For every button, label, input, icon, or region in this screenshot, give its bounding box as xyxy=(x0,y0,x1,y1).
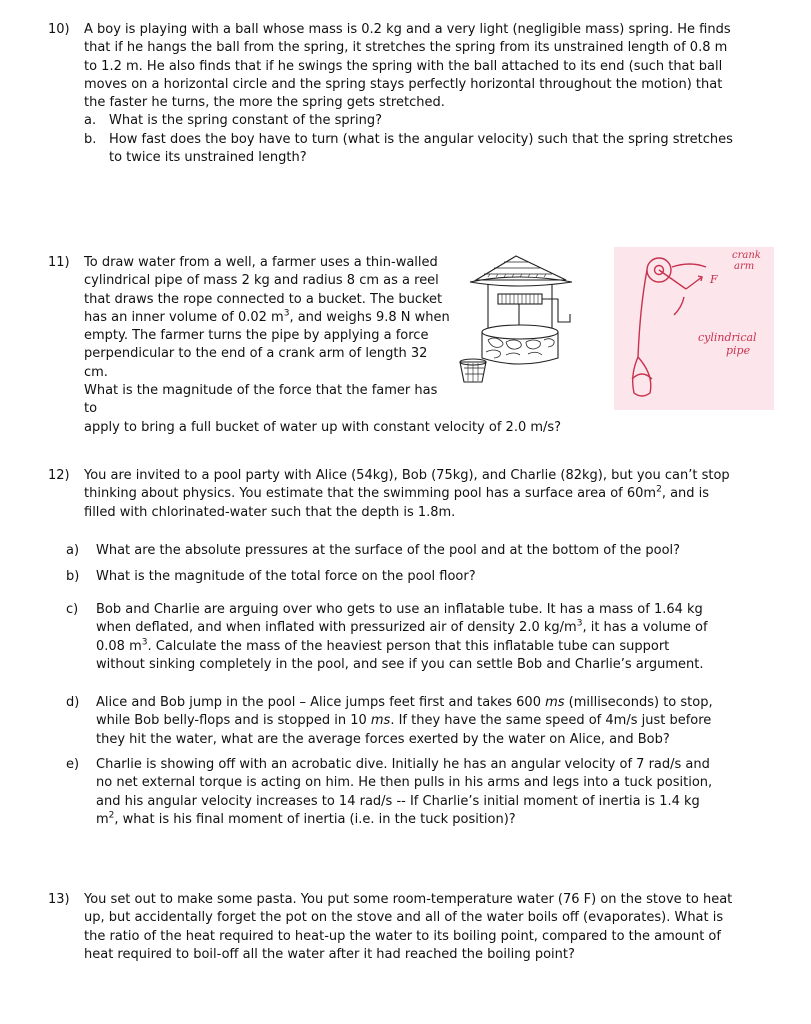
text-segment: You are invited to a pool party with Alice (54kg), Bob (75kg), and Charlie (82kg), but you can’t stop thinking about physics. You estimate that the swimming pool has a surface area of 60m xyxy=(84,468,730,502)
text-segment: (milliseconds) to stop, while Bob belly-flops and is stopped in 10 xyxy=(96,695,713,729)
arm-label: arm xyxy=(734,261,755,272)
unit-ms: ms xyxy=(545,695,565,710)
part-text: What is the spring constant of the spring? xyxy=(109,113,383,129)
question-number: 10) xyxy=(48,22,70,37)
question-number: 13) xyxy=(48,892,70,907)
part-text xyxy=(96,756,716,829)
crank-sketch xyxy=(614,247,774,410)
question-part xyxy=(0,131,749,168)
superscript: 2 xyxy=(656,484,662,495)
question-text xyxy=(84,467,744,522)
force-label: F xyxy=(710,273,718,286)
part-label: b) xyxy=(66,569,80,584)
text-line: empty. The farmer turns the pipe by applying a force xyxy=(84,328,429,344)
text-line: What is the magnitude of the force that the famer has to xyxy=(84,383,438,417)
question-12c xyxy=(0,601,716,674)
text-segment: . Calculate the mass of the heaviest person that this inflatable tube can support without sinking completely in the pool, and see if you can settle Bob and Charlie’s argument. xyxy=(96,638,704,672)
question-text xyxy=(84,254,454,419)
part-label: c) xyxy=(66,602,79,617)
pipe-label-line-2: pipe xyxy=(726,344,751,357)
part-label: a. xyxy=(84,113,97,129)
text-segment: , what is his final moment of inertia (i.e. in the tuck position)? xyxy=(114,811,516,827)
pipe-label-line-1: cylindrical xyxy=(698,331,757,344)
text-segment: has an inner volume of 0.02 m xyxy=(84,309,284,325)
part-text: How fast does the boy have to turn (what is the angular velocity) such that the spring stretches to twice its unstrained length? xyxy=(109,131,733,166)
part-label: a) xyxy=(66,543,80,558)
question-10 xyxy=(0,21,749,167)
superscript: 3 xyxy=(283,308,290,319)
question-12e xyxy=(0,756,716,829)
part-label: e) xyxy=(66,757,80,772)
question-number: 11) xyxy=(48,255,70,270)
question-number: 12) xyxy=(48,468,70,483)
question-12 xyxy=(0,467,744,522)
crank-label: crank xyxy=(732,250,761,261)
part-text: What are the absolute pressures at the surface of the pool and at the bottom of the pool? xyxy=(96,543,681,558)
question-12d xyxy=(0,694,716,749)
text-line: cylindrical pipe of mass 2 kg and radius 8 cm as a reel xyxy=(84,273,439,289)
text-segment: Alice and Bob jump in the pool – Alice jumps feet first and takes 600 xyxy=(96,695,546,710)
text-segment: , and weighs 9.8 N when xyxy=(289,309,450,325)
superscript: 3 xyxy=(576,618,583,629)
well-illustration xyxy=(448,250,608,390)
part-text xyxy=(96,601,716,674)
part-label: d) xyxy=(66,695,80,710)
question-part xyxy=(0,112,749,130)
crank-sketch-drawing xyxy=(614,247,774,410)
question-text: You set out to make some pasta. You put some room-temperature water (76 F) on the stove to heat up, but accidentally forget the pot on the stove and all of the water boils off (evaporates). What is the ratio of the heat required to heat-up the water to its boiling point, compared to the amount of heat required to boil-off all the water after it had reached the boiling point? xyxy=(84,892,733,962)
text-line: apply to bring a full bucket of water up with constant velocity of 2.0 m/s? xyxy=(84,419,562,435)
text-line: To draw water from a well, a farmer uses a thin-walled xyxy=(84,255,438,270)
question-13 xyxy=(0,891,744,964)
superscript: 3 xyxy=(141,637,148,648)
text-segment: Bob and Charlie are arguing over who gets to use an inflatable tube. It has a mass of 1.64 kg when deflated, and when inflated with pressurized air of density 2.0 kg/m xyxy=(96,602,703,636)
superscript: 2 xyxy=(108,810,115,821)
text-segment: , and is filled with chlorinated-water such that the depth is 1.8m. xyxy=(84,486,710,520)
text-segment: , it has a volume of 0.08 m xyxy=(96,620,708,654)
part-text xyxy=(96,694,716,749)
text-line xyxy=(84,309,454,327)
text-line: perpendicular to the end of a crank arm of length 32 cm. xyxy=(84,346,428,380)
text-segment: . If they have the same speed of 4m/s just before they hit the water, what are the average forces exerted by the water on Alice, and Bob? xyxy=(96,713,712,747)
question-12b xyxy=(0,568,716,586)
text-line: that draws the rope connected to a bucket. The bucket xyxy=(84,291,443,307)
unit-ms: ms xyxy=(370,713,391,729)
question-text: A boy is playing with a ball whose mass is 0.2 kg and a very light (negligible mass) spring. He finds that if he hangs the ball from the spring, it stretches the spring from its unstrained length of 0.8 m to 1.2 m. He also finds that if he swings the spring with the ball attached to its end (such that ball moves on a horizontal circle and the spring stays perfectly horizontal throughout the motion) that the faster he turns, the more the spring gets stretched. xyxy=(84,22,731,111)
part-text: What is the magnitude of the total force on the pool floor? xyxy=(96,569,476,584)
text-segment: Charlie is showing off with an acrobatic dive. Initially he has an angular velocity of 7 rad/s and no net external torque is acting on him. He then pulls in his arms and legs into a tuck position, and his angular velocity increases to 14 rad/s -- If Charlie’s initial moment of inertia is 1.4 kg m xyxy=(96,757,713,827)
part-label: b. xyxy=(84,131,97,147)
question-12a xyxy=(0,542,716,560)
